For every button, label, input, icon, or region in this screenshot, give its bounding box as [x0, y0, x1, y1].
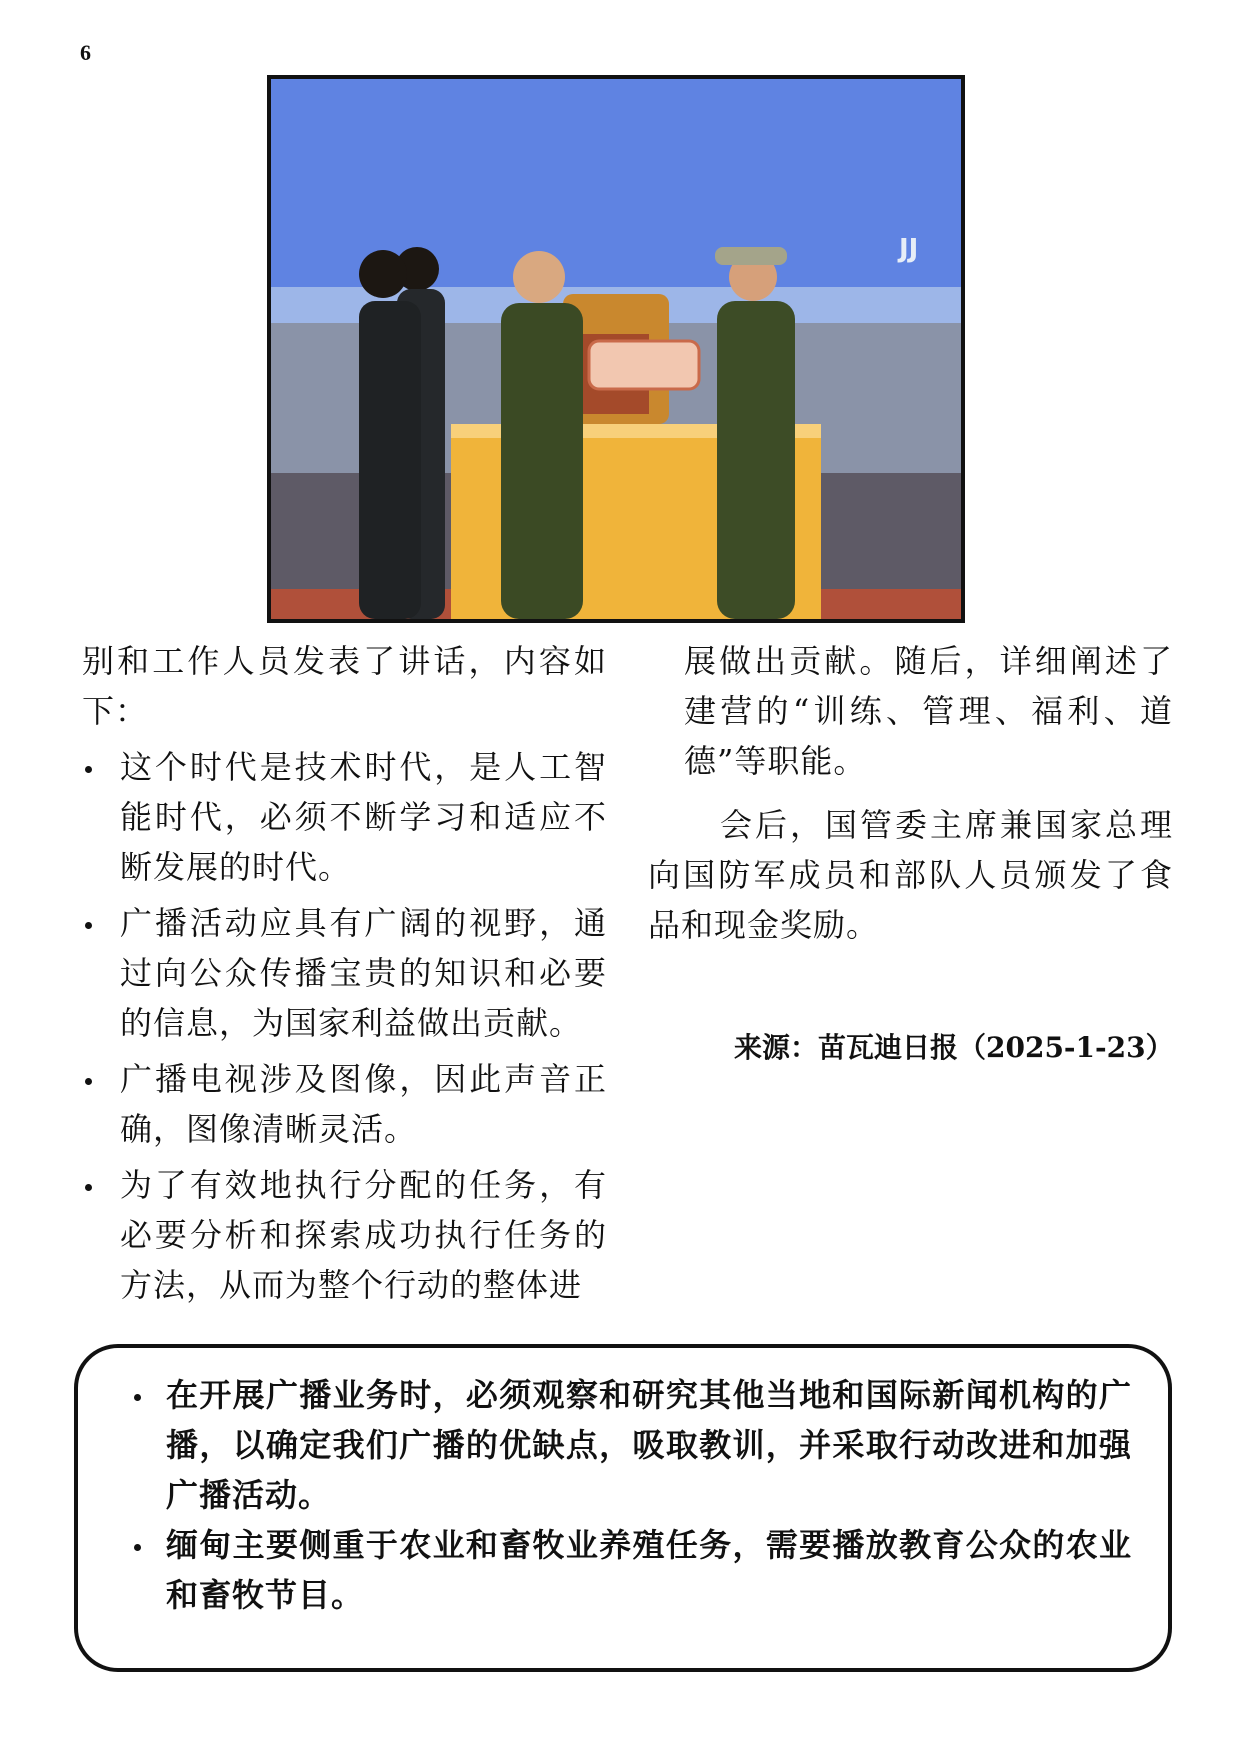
page-number: 6	[80, 40, 91, 65]
right-column	[648, 636, 1173, 950]
speech-bullet: 广播活动应具有广阔的视野，通过向公众传播宝贵的知识和必要的信息，为国家利益做出贡献。	[82, 898, 607, 1048]
intro-text: 别和工作人员发表了讲话，内容如下：	[82, 642, 607, 730]
speech-bullet: 广播电视涉及图像，因此声音正确，图像清晰灵活。	[82, 1054, 607, 1154]
news-photo	[267, 75, 965, 623]
highlight-item: 缅甸主要侧重于农业和畜牧业养殖任务，需要播放教育公众的农业和畜牧节目。	[132, 1520, 1132, 1620]
photo-watermark: JJ	[899, 234, 919, 264]
source-citation: 来源：苗瓦迪日报（2025-1-23）	[734, 1031, 1174, 1064]
left-column	[82, 636, 607, 1316]
highlight-box	[74, 1344, 1172, 1672]
award-paragraph: 会后，国管委主席兼国家总理向国防军成员和部队人员颁发了食品和现金奖励。	[648, 806, 1173, 944]
speech-bullet: 为了有效地执行分配的任务，有必要分析和探索成功执行任务的方法，从而为整个行动的整体进	[82, 1160, 607, 1310]
highlight-list	[132, 1370, 1132, 1620]
highlight-item: 在开展广播业务时，必须观察和研究其他当地和国际新闻机构的广播，以确定我们广播的优缺点，吸取教训，并采取行动改进和加强广播活动。	[132, 1370, 1132, 1520]
continuation-text: 展做出贡献。随后，详细阐述了建营的“训练、管理、福利、道德”等职能。	[684, 642, 1173, 780]
speech-bullet: 这个时代是技术时代，是人工智能时代，必须不断学习和适应不断发展的时代。	[82, 742, 607, 892]
award-ceremony-photo	[271, 79, 961, 619]
speech-bullet-list	[82, 742, 607, 1310]
